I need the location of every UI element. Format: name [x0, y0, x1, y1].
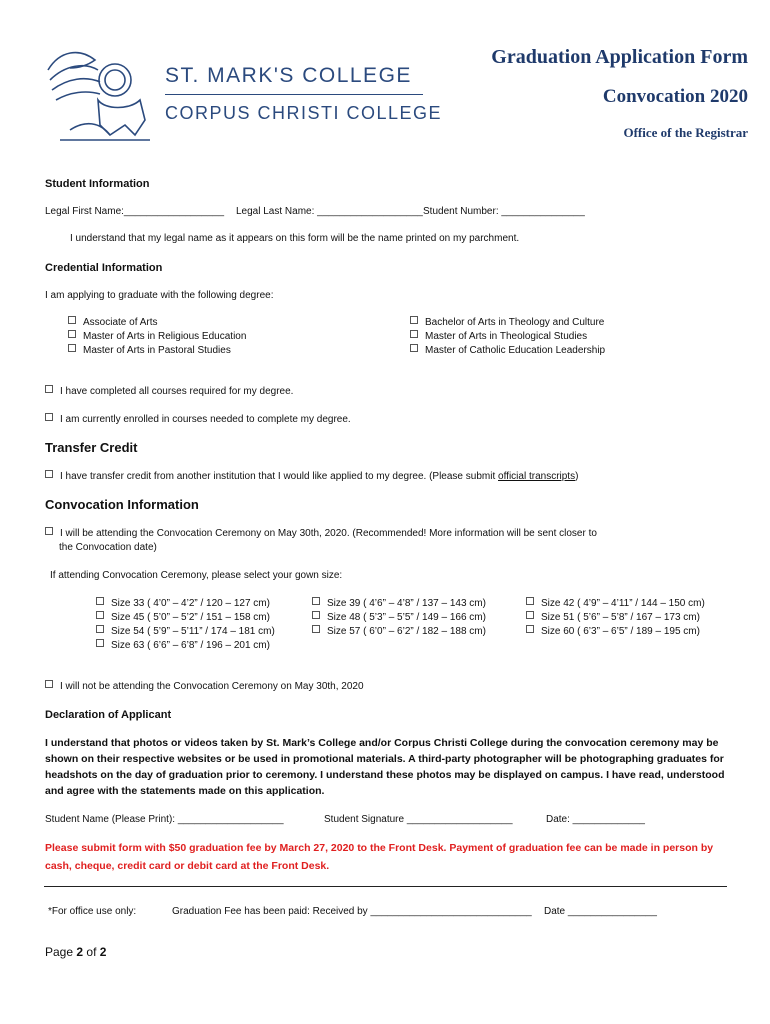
checkbox-icon[interactable] [312, 611, 320, 619]
gown-sizes-col1 [96, 597, 275, 653]
office-date-field[interactable]: Date ________________ [544, 906, 657, 917]
checkbox-icon[interactable] [68, 330, 76, 338]
transcripts-link[interactable]: official transcripts [498, 471, 576, 482]
gown-size-option[interactable]: Size 63 ( 6’6” – 6’8” / 196 – 201 cm) [96, 639, 275, 653]
checkbox-icon[interactable] [96, 597, 104, 605]
declaration-body: I understand that photos or videos taken by St. Mark’s College and/or Corpus Christi College during the convocation ceremony may be shown on their respective websites or be used in promotional materials. A third-party photographer will be photographing graduates for headshots on the day of graduation prior to ceremony. I understand these photos may be displayed on campus. I have read, understood and agree with the statements made on this application. [45, 737, 725, 797]
checkbox-icon[interactable] [45, 527, 53, 535]
fee-received-field[interactable]: Graduation Fee has been paid: Received by _____________________________ [172, 906, 532, 917]
attending-option-cont: the Convocation date) [59, 542, 157, 553]
checkbox-icon[interactable] [68, 316, 76, 324]
degree-option[interactable]: Master of Arts in Religious Education [68, 330, 246, 344]
fee-notice: Please submit form with $50 graduation fee by March 27, 2020 to the Front Desk. Payment of graduation fee can be made in person by cash, cheque, credit card or debit card at the Front Desk. [45, 842, 714, 872]
checkbox-icon[interactable] [410, 330, 418, 338]
attending-option[interactable]: I will be attending the Convocation Ceremony on May 30th, 2020. (Recommended! More information will be sent closer to [45, 527, 597, 541]
student-info-heading: Student Information [45, 178, 150, 190]
student-number-field[interactable]: Student Number: _______________ [423, 206, 585, 217]
transfer-option[interactable]: I have transfer credit from another institution that I would like applied to my degree. (Please submit official transcripts) [45, 470, 578, 484]
divider [44, 886, 727, 887]
student-signature-field[interactable]: Student Signature ___________________ [324, 814, 513, 825]
gown-size-option[interactable]: Size 51 ( 5’6” – 5’8” / 167 – 173 cm) [526, 611, 705, 625]
checkbox-icon[interactable] [312, 625, 320, 633]
page-number: Page 2 of 2 [45, 945, 107, 959]
gown-size-option[interactable]: Size 33 ( 4’0” – 4’2” / 120 – 127 cm) [96, 597, 275, 611]
declaration-heading: Declaration of Applicant [45, 709, 172, 721]
college-name-primary: ST. MARK'S COLLEGE [165, 64, 412, 87]
checkbox-icon[interactable] [96, 639, 104, 647]
gown-size-option[interactable]: Size 54 ( 5’9” – 5’11” / 174 – 181 cm) [96, 625, 275, 639]
checkbox-icon[interactable] [410, 344, 418, 352]
gown-prompt: If attending Convocation Ceremony, please select your gown size: [50, 570, 343, 581]
credential-heading: Credential Information [45, 262, 163, 274]
checkbox-icon[interactable] [96, 611, 104, 619]
gown-size-option[interactable]: Size 42 ( 4’9” – 4’11” / 144 – 150 cm) [526, 597, 705, 611]
checkbox-icon[interactable] [96, 625, 104, 633]
not-attending-option[interactable]: I will not be attending the Convocation Ceremony on May 30th, 2020 [45, 680, 364, 694]
gown-size-option[interactable]: Size 60 ( 6’3” – 6’5” / 189 – 195 cm) [526, 625, 705, 639]
checkbox-icon[interactable] [312, 597, 320, 605]
gown-size-option[interactable]: Size 39 ( 4’6” – 4’8” / 137 – 143 cm) [312, 597, 486, 611]
degree-option[interactable]: Master of Arts in Theological Studies [410, 330, 605, 344]
declaration-date-field[interactable]: Date: _____________ [546, 814, 645, 825]
checkbox-icon[interactable] [526, 597, 534, 605]
checkbox-icon[interactable] [526, 625, 534, 633]
completed-courses-option[interactable]: I have completed all courses required for my degree. [45, 385, 293, 399]
last-name-field[interactable]: Legal Last Name: ___________________ [236, 206, 423, 217]
convocation-heading: Convocation Information [45, 497, 199, 512]
checkbox-icon[interactable] [45, 680, 53, 688]
checkbox-icon[interactable] [68, 344, 76, 352]
gown-size-option[interactable]: Size 45 ( 5’0” – 5’2” / 151 – 158 cm) [96, 611, 275, 625]
degree-intro: I am applying to graduate with the following degree: [45, 290, 274, 301]
degree-option[interactable]: Associate of Arts [68, 316, 246, 330]
degree-list-right [410, 316, 605, 358]
checkbox-icon[interactable] [45, 470, 53, 478]
checkbox-icon[interactable] [45, 385, 53, 393]
gown-size-option[interactable]: Size 48 ( 5’3” – 5’5” / 149 – 166 cm) [312, 611, 486, 625]
checkbox-icon[interactable] [410, 316, 418, 324]
lion-crest-icon [48, 53, 150, 140]
gown-sizes-col3 [526, 597, 705, 639]
degree-list-left [68, 316, 246, 358]
form-title: Graduation Application Form [491, 46, 748, 68]
checkbox-icon[interactable] [526, 611, 534, 619]
degree-option[interactable]: Master of Catholic Education Leadership [410, 344, 605, 358]
transfer-heading: Transfer Credit [45, 440, 138, 455]
legal-name-note: I understand that my legal name as it appears on this form will be the name printed on my parchment. [70, 233, 520, 244]
form-subtitle: Convocation 2020 [602, 86, 748, 107]
office-use-label: *For office use only: [48, 906, 137, 917]
gown-size-option[interactable]: Size 57 ( 6’0” – 6’2” / 182 – 188 cm) [312, 625, 486, 639]
college-logo [40, 40, 443, 150]
gown-sizes-col2 [312, 597, 486, 639]
office-name: Office of the Registrar [623, 125, 748, 140]
college-name-secondary: CORPUS CHRISTI COLLEGE [165, 103, 443, 123]
first-name-field[interactable]: Legal First Name:__________________ [45, 206, 225, 217]
enrolled-courses-option[interactable]: I am currently enrolled in courses needed to complete my degree. [45, 413, 351, 427]
student-name-field[interactable]: Student Name (Please Print): ___________________ [45, 814, 284, 825]
degree-option[interactable]: Bachelor of Arts in Theology and Culture [410, 316, 605, 330]
checkbox-icon[interactable] [45, 413, 53, 421]
degree-option[interactable]: Master of Arts in Pastoral Studies [68, 344, 246, 358]
